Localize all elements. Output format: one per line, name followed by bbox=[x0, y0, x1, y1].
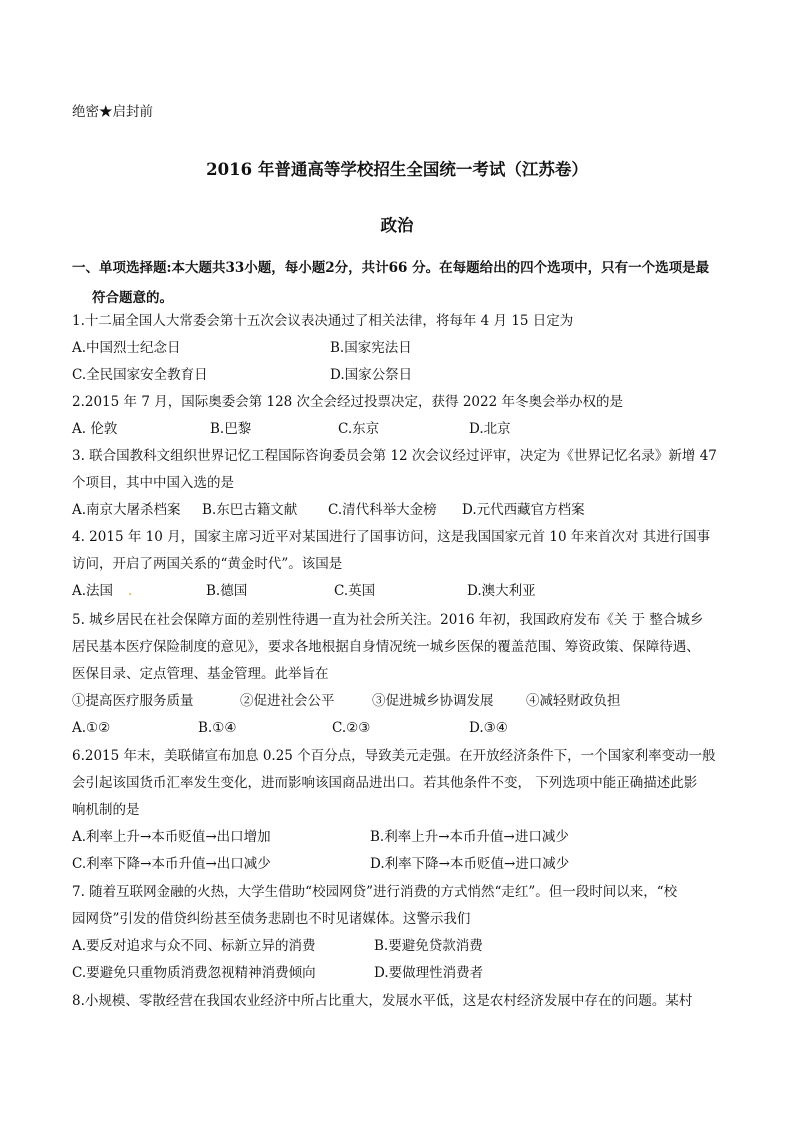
question-5-option-d: D.③④ bbox=[469, 720, 508, 736]
question-3-stem-line-1: 3. 联合国教科文组织世界记忆工程国际咨询委员会第 12 次会议经过评审，决定为《世界记忆名录》新增 47 bbox=[72, 448, 717, 464]
question-6-stem-line-1: 6.2015 年末，美联储宣布加息 0.25 个百分点，导致美元走强。在开放经济条件下，一个国家利率变动一般 bbox=[72, 748, 716, 764]
question-5-item-4: ④减轻财政负担 bbox=[526, 693, 621, 709]
question-1-stem: 1.十二届全国人大常委会第十五次会议表决通过了相关法律，将每年 4 月 15 日定为 bbox=[72, 313, 574, 329]
question-7-stem-line-1: 7. 随着互联网金融的火热，大学生借助“校园网贷”进行消费的方式悄然“走红”。但一段时间以来，“校 bbox=[72, 884, 678, 900]
confidential-mark: 绝密★启封前 bbox=[72, 104, 153, 120]
question-7-option-d: D.要做理性消费者 bbox=[374, 965, 484, 981]
question-6-option-d: D.利率下降→本币贬值→进口减少 bbox=[370, 856, 570, 872]
question-1-option-d: D.国家公祭日 bbox=[330, 367, 413, 383]
question-2-option-d: D.北京 bbox=[469, 421, 511, 437]
question-3-option-d: D.元代西藏官方档案 bbox=[462, 502, 585, 518]
question-7-option-b: B.要避免贷款消费 bbox=[374, 938, 483, 954]
question-1-option-a: A.中国烈士纪念日 bbox=[72, 340, 181, 356]
question-6-option-a: A.利率上升→本币贬值→出口增加 bbox=[72, 829, 271, 845]
question-5-option-c: C.②③ bbox=[332, 720, 371, 736]
question-3-stem-line-2: 个项目，其中中国入选的是 bbox=[72, 475, 234, 491]
exam-title: 2016 年普通高等学校招生全国统一考试（江苏卷） bbox=[206, 160, 588, 179]
section-heading-line-2: 符合题意的。 bbox=[92, 290, 173, 306]
question-7-option-a: A.要反对追求与众不同、标新立异的消费 bbox=[72, 938, 316, 954]
question-5-item-3: ③促进城乡协调发展 bbox=[372, 693, 494, 709]
stray-dot-mark: . bbox=[128, 583, 133, 599]
question-4-option-d: D.澳大利亚 bbox=[467, 583, 536, 599]
question-6-option-c: C.利率下降→本币升值→出口减少 bbox=[72, 856, 271, 872]
question-3-option-c: C.清代科举大金榜 bbox=[328, 502, 437, 518]
question-4-option-c: C.英国 bbox=[334, 583, 376, 599]
question-5-stem-line-3: 医保目录、定点管理、基金管理。此举旨在 bbox=[72, 666, 329, 682]
question-7-option-c: C.要避免只重物质消费忽视精神消费倾向 bbox=[72, 965, 316, 981]
question-3-option-a: A.南京大屠杀档案 bbox=[72, 502, 181, 518]
question-5-stem-line-1: 5. 城乡居民在社会保障方面的差别性待遇一直为社会所关注。2016 年初，我国政府发布《关 于 整合城乡 bbox=[72, 612, 704, 628]
question-1-option-c: C.全民国家安全教育日 bbox=[72, 367, 208, 383]
question-8-stem-line-1: 8.小规模、零散经营在我国农业经济中所占比重大，发展水平低，这是农村经济发展中存在的问题。某村 bbox=[72, 993, 693, 1009]
question-4-option-b: B.德国 bbox=[206, 583, 248, 599]
question-4-stem-line-2: 访问，开启了两国关系的“黄金时代”。该国是 bbox=[72, 556, 343, 572]
question-5-stem-line-2: 居民基本医疗保险制度的意见》，要求各地根据自身情况统一城乡医保的覆盖范围、筹资政策、保障待遇、 bbox=[72, 639, 700, 655]
question-2-option-c: C.东京 bbox=[338, 421, 380, 437]
question-6-stem-line-3: 响机制的是 bbox=[72, 802, 140, 818]
question-5-item-1: ①提高医疗服务质量 bbox=[72, 693, 194, 709]
question-5-item-2: ②促进社会公平 bbox=[240, 693, 335, 709]
question-5-option-a: A.①② bbox=[72, 720, 111, 736]
question-6-option-b: B.利率上升→本币升值→进口减少 bbox=[370, 829, 569, 845]
question-1-option-b: B.国家宪法日 bbox=[330, 340, 412, 356]
question-6-stem-line-2: 会引起该国货币汇率发生变化，进而影响该国商品进出口。若其他条件不变， 下列选项中能正确描述此影 bbox=[72, 775, 698, 791]
subject-title: 政治 bbox=[380, 216, 414, 235]
question-5-option-b: B.①④ bbox=[198, 720, 237, 736]
question-3-option-b: B.东巴古籍文献 bbox=[202, 502, 298, 518]
section-heading bbox=[72, 253, 732, 313]
question-4-stem-line-1: 4. 2015 年 10 月，国家主席习近平对某国进行了国事访问，这是我国国家元首 10 年来首次对 其进行国事 bbox=[72, 529, 711, 545]
question-2-stem: 2.2015 年 7 月，国际奥委会第 128 次全会经过投票决定，获得 2022 年冬奥会举办权的是 bbox=[72, 394, 623, 410]
question-4-option-a: A.法国 bbox=[72, 583, 114, 599]
question-2-option-a: A. 伦敦 bbox=[72, 421, 118, 437]
question-2-option-b: B.巴黎 bbox=[210, 421, 252, 437]
question-7-stem-line-2: 园网贷”引发的借贷纠纷甚至债务悲剧也不时见诸媒体。这警示我们 bbox=[72, 911, 471, 927]
section-heading-line-1: 一、单项选择题:本大题共33小题，每小题2分，共计66 分。在每题给出的四个选项中，只有一个选项是最 bbox=[72, 260, 710, 276]
